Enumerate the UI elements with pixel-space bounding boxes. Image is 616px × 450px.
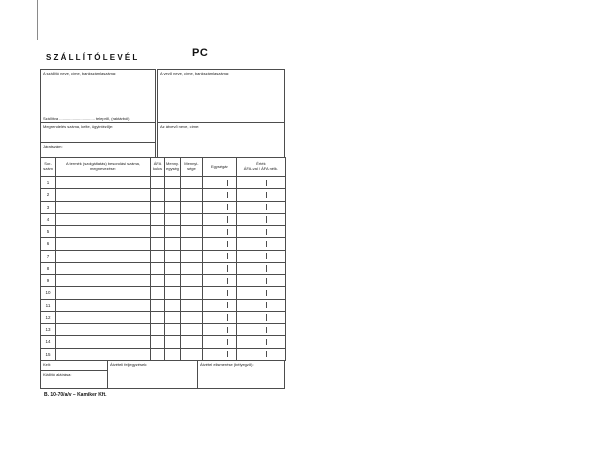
header-vat-rate: ÁFA kulcs (151, 158, 165, 177)
table-row (41, 336, 286, 348)
table-row (41, 177, 286, 189)
buyer-box (157, 69, 285, 123)
row-unit-cell (165, 177, 181, 189)
row-price-cell (202, 177, 236, 189)
table-row (41, 226, 286, 238)
row-value-cell (236, 299, 285, 311)
header-row-number: Sor-szám (41, 158, 56, 177)
row-unit-cell (165, 201, 181, 213)
row-value-cell (236, 324, 285, 336)
row-unit-cell (165, 275, 181, 287)
row-value-cell (236, 311, 285, 323)
row-product-cell (56, 324, 151, 336)
row-vat-cell (151, 324, 165, 336)
receiver-box (157, 122, 285, 158)
table-row (41, 238, 286, 250)
row-price-cell (202, 201, 236, 213)
row-value-cell (236, 250, 285, 262)
row-number-cell: 1 (41, 177, 56, 189)
row-number-cell: 14 (41, 336, 56, 348)
form-number-footer: B. 10-70/a/v – Kamiker Kft. (44, 392, 107, 398)
row-product-cell (56, 226, 151, 238)
row-price-cell (202, 250, 236, 262)
row-number-cell: 10 (41, 287, 56, 299)
row-vat-cell (151, 177, 165, 189)
row-qty-cell (180, 250, 202, 262)
row-value-cell (236, 177, 285, 189)
row-price-cell (202, 226, 236, 238)
row-unit-cell (165, 262, 181, 274)
row-qty-cell (180, 177, 202, 189)
row-value-cell (236, 348, 285, 360)
row-product-cell (56, 177, 151, 189)
table-row (41, 250, 286, 262)
row-product-cell (56, 213, 151, 225)
row-vat-cell (151, 336, 165, 348)
row-vat-cell (151, 226, 165, 238)
order-label: Megrendelés száma, kelte, ügyintézője: (43, 124, 114, 129)
row-value-cell (236, 275, 285, 287)
row-price-cell (202, 213, 236, 225)
route-box (40, 142, 156, 158)
row-vat-cell (151, 238, 165, 250)
row-vat-cell (151, 201, 165, 213)
row-unit-cell (165, 226, 181, 238)
route-label: Járatszám: (43, 144, 63, 149)
buyer-label: A vevő neve, címe, bankszámlaszáma: (160, 71, 230, 76)
row-price-cell (202, 262, 236, 274)
row-number-cell: 4 (41, 213, 56, 225)
header-value-line1: Érték (256, 161, 266, 167)
row-number-cell: 5 (41, 226, 56, 238)
table-row (41, 189, 286, 201)
header-quantity: Mennyi-sége (180, 158, 202, 177)
row-number-cell: 9 (41, 275, 56, 287)
issuer-signature-box (40, 370, 108, 389)
row-vat-cell (151, 262, 165, 274)
table-row (41, 262, 286, 274)
row-qty-cell (180, 226, 202, 238)
items-table-body (41, 177, 286, 361)
row-price-cell (202, 275, 236, 287)
row-product-cell (56, 287, 151, 299)
header-value-line2: ÁFA-val / ÁFA nélk. (243, 166, 279, 171)
row-number-cell: 12 (41, 311, 56, 323)
row-unit-cell (165, 336, 181, 348)
receiver-label: Az átvevő neve, címe: (160, 124, 200, 129)
row-vat-cell (151, 213, 165, 225)
row-vat-cell (151, 299, 165, 311)
items-table (40, 157, 286, 361)
row-product-cell (56, 348, 151, 360)
order-box (40, 122, 156, 143)
row-value-cell (236, 287, 285, 299)
row-value-cell (236, 189, 285, 201)
row-number-cell: 2 (41, 189, 56, 201)
row-qty-cell (180, 213, 202, 225)
row-qty-cell (180, 287, 202, 299)
table-row (41, 348, 286, 360)
row-price-cell (202, 189, 236, 201)
supplier-label: A szállító neve, címe, bankszámlaszáma: (43, 71, 117, 76)
page-edge-line (37, 0, 38, 40)
receipt-acknowledgement-label: Átvétel elismerése (bélyegző): (200, 362, 254, 367)
row-qty-cell (180, 238, 202, 250)
row-product-cell (56, 262, 151, 274)
row-vat-cell (151, 287, 165, 299)
row-number-cell: 13 (41, 324, 56, 336)
row-vat-cell (151, 250, 165, 262)
row-number-cell: 11 (41, 299, 56, 311)
row-unit-cell (165, 311, 181, 323)
row-unit-cell (165, 348, 181, 360)
row-unit-cell (165, 287, 181, 299)
form-code: PC (192, 47, 209, 59)
row-unit-cell (165, 238, 181, 250)
row-value-cell (236, 213, 285, 225)
header-unit: Menny. egység (165, 158, 181, 177)
row-product-cell (56, 275, 151, 287)
row-price-cell (202, 238, 236, 250)
table-row (41, 311, 286, 323)
row-unit-cell (165, 189, 181, 201)
items-table-header-row (41, 158, 286, 177)
issuer-signature-label: Kiállító aláírása: (43, 372, 72, 377)
receipt-notes-label: Átvételi feljegyzések: (110, 362, 148, 367)
row-qty-cell (180, 348, 202, 360)
supplier-box (40, 69, 156, 123)
row-product-cell (56, 336, 151, 348)
page-title: SZÁLLÍTÓLEVÉL (46, 53, 140, 62)
table-row (41, 287, 286, 299)
row-number-cell: 8 (41, 262, 56, 274)
row-qty-cell (180, 324, 202, 336)
row-qty-cell (180, 299, 202, 311)
row-number-cell: 7 (41, 250, 56, 262)
row-vat-cell (151, 311, 165, 323)
row-unit-cell (165, 299, 181, 311)
row-vat-cell (151, 189, 165, 201)
table-row (41, 324, 286, 336)
row-unit-cell (165, 250, 181, 262)
row-value-cell (236, 238, 285, 250)
row-qty-cell (180, 275, 202, 287)
row-value-cell (236, 262, 285, 274)
row-price-cell (202, 311, 236, 323)
row-number-cell: 3 (41, 201, 56, 213)
row-qty-cell (180, 189, 202, 201)
header-product: A termék (szolgáltatás) besorolási száma, megnevezése: (56, 158, 151, 177)
row-product-cell (56, 201, 151, 213)
header-value (236, 158, 285, 177)
row-price-cell (202, 348, 236, 360)
date-label: Kelt: (43, 362, 52, 367)
row-number-cell: 15 (41, 348, 56, 360)
receipt-acknowledgement-box (197, 360, 285, 389)
row-qty-cell (180, 262, 202, 274)
row-price-cell (202, 336, 236, 348)
row-value-cell (236, 226, 285, 238)
row-number-cell: 6 (41, 238, 56, 250)
table-row (41, 213, 286, 225)
row-qty-cell (180, 336, 202, 348)
row-value-cell (236, 336, 285, 348)
row-vat-cell (151, 348, 165, 360)
row-qty-cell (180, 311, 202, 323)
row-price-cell (202, 299, 236, 311)
row-price-cell (202, 287, 236, 299)
row-unit-cell (165, 213, 181, 225)
row-qty-cell (180, 201, 202, 213)
shipped-from-label: Szállítva ................................ telepről, (raktárból) (43, 116, 130, 121)
row-product-cell (56, 299, 151, 311)
table-row (41, 299, 286, 311)
header-unit-price: Egységár (202, 158, 236, 177)
table-row (41, 275, 286, 287)
row-value-cell (236, 201, 285, 213)
row-product-cell (56, 189, 151, 201)
row-price-cell (202, 324, 236, 336)
row-unit-cell (165, 324, 181, 336)
row-product-cell (56, 238, 151, 250)
table-row (41, 201, 286, 213)
row-product-cell (56, 250, 151, 262)
receipt-notes-box (107, 360, 198, 389)
row-product-cell (56, 311, 151, 323)
row-vat-cell (151, 275, 165, 287)
